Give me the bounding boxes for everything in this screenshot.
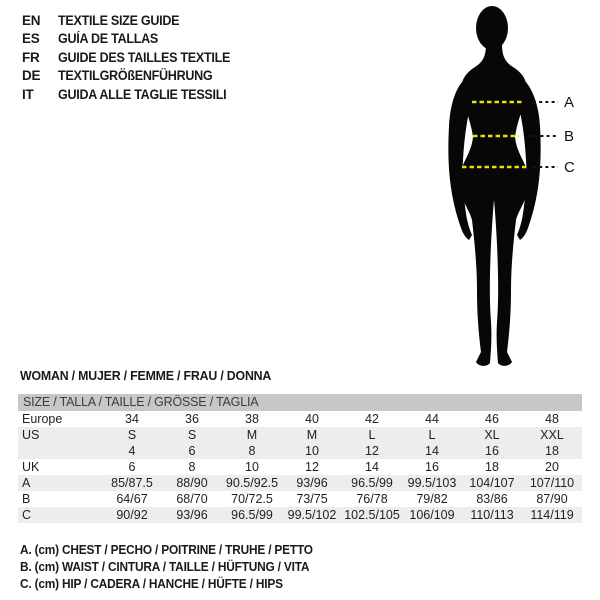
table-cell: 99.5/103 [407, 476, 457, 490]
table-cell: 34 [125, 412, 139, 426]
silhouette-head [476, 6, 508, 50]
table-cell: 8 [188, 460, 196, 474]
table-cell: 36 [185, 412, 199, 426]
woman-silhouette-svg [440, 0, 600, 378]
language-code: IT [22, 86, 34, 102]
size-table-header: SIZE / TALLA / TAILLE / GRÖSSE / TAGLIA [18, 394, 582, 411]
table-cell: 14 [425, 444, 439, 458]
row-label: C [22, 508, 32, 522]
language-code: DE [22, 68, 41, 84]
table-cell: 90/92 [116, 508, 148, 522]
table-cell: 114/119 [530, 508, 574, 522]
marker-label-b: B [564, 128, 575, 145]
row-label: A [22, 476, 31, 490]
table-cell: 12 [365, 444, 379, 458]
table-cell: 93/96 [176, 508, 208, 522]
table-cell: S [187, 428, 197, 442]
table-cell: 6 [128, 460, 136, 474]
table-cell: 10 [305, 444, 319, 458]
language-label: TEXTILGRÖßENFÜHRUNG [58, 68, 213, 84]
table-cell: 99.5/102 [287, 508, 337, 522]
table-cell: 42 [365, 412, 379, 426]
table-cell: 96.5/99 [351, 476, 393, 490]
language-code: ES [22, 31, 40, 47]
section-title: WOMAN / MUJER / FEMME / FRAU / DONNA [20, 368, 272, 383]
table-cell: 79/82 [416, 492, 448, 506]
language-row-en [22, 11, 243, 30]
language-code: FR [22, 49, 40, 65]
table-row-us-numbers [18, 443, 582, 459]
table-cell: 110/113 [470, 508, 514, 522]
table-row-us-letters [18, 427, 582, 443]
language-list [22, 11, 243, 104]
table-cell: 10 [245, 460, 259, 474]
language-code: EN [22, 12, 41, 28]
marker-label-c: C [564, 159, 575, 176]
row-label: US [22, 428, 40, 442]
row-label: UK [22, 460, 40, 474]
table-cell: 70/72.5 [231, 492, 273, 506]
language-label: TEXTILE SIZE GUIDE [58, 12, 180, 28]
language-row-de [22, 67, 243, 86]
legend-chest: A. (cm) CHEST / PECHO / POITRINE / TRUHE / PETTO [20, 543, 313, 557]
table-cell: 12 [305, 460, 319, 474]
table-cell: 90.5/92.5 [225, 476, 279, 490]
legend-waist: B. (cm) WAIST / CINTURA / TAILLE / HÜFTUNG / VITA [20, 559, 310, 574]
table-cell: S [127, 428, 137, 442]
table-row-europe [18, 411, 582, 427]
table-cell: 107/110 [529, 476, 575, 490]
table-cell: 20 [545, 460, 559, 474]
table-cell: 18 [545, 444, 559, 458]
table-cell: 88/90 [176, 476, 208, 490]
language-row-es [22, 30, 243, 49]
table-cell: 93/96 [296, 476, 328, 490]
table-cell: 48 [545, 412, 559, 426]
woman-silhouette [460, 44, 528, 366]
table-cell: 14 [365, 460, 379, 474]
table-cell: 16 [485, 444, 499, 458]
table-row-waist [18, 491, 582, 507]
table-cell: 16 [425, 460, 439, 474]
measurement-figure [440, 0, 600, 378]
table-cell: 4 [128, 444, 136, 458]
language-label: GUIDE DES TAILLES TEXTILE [58, 49, 231, 65]
table-cell: 87/90 [536, 492, 568, 506]
legend-hip: C. (cm) HIP / CADERA / HANCHE / HÜFTE / HIPS [20, 576, 283, 591]
language-row-fr [22, 48, 243, 67]
table-cell: 18 [485, 460, 499, 474]
row-label: Europe [22, 412, 63, 426]
table-cell: 44 [425, 412, 439, 426]
table-cell: 64/67 [116, 492, 148, 506]
table-cell: 40 [305, 412, 319, 426]
table-cell: M [246, 428, 258, 442]
table-row-chest [18, 475, 582, 491]
table-cell: L [368, 428, 376, 442]
table-cell: M [306, 428, 318, 442]
table-cell: 106/109 [409, 508, 455, 522]
table-cell: 83/86 [476, 492, 508, 506]
table-cell: 76/78 [356, 492, 388, 506]
table-cell: 8 [248, 444, 256, 458]
table-cell: 96.5/99 [231, 508, 273, 522]
table-cell: 68/70 [176, 492, 208, 506]
language-row-it [22, 85, 243, 104]
table-row-hip [18, 507, 582, 523]
marker-label-a: A [564, 94, 575, 111]
table-cell: 6 [188, 444, 196, 458]
table-cell: 102.5/105 [344, 508, 400, 522]
table-cell: 104/107 [469, 476, 515, 490]
table-cell: XXL [540, 428, 564, 442]
table-cell: 85/87.5 [111, 476, 153, 490]
table-row-uk [18, 459, 582, 475]
size-table [18, 394, 582, 523]
language-label: GUÍA DE TALLAS [58, 31, 159, 47]
table-cell: 46 [485, 412, 499, 426]
table-cell: 38 [245, 412, 259, 426]
measurement-legend [20, 543, 328, 593]
table-cell: 73/75 [296, 492, 328, 506]
language-label: GUIDA ALLE TAGLIE TESSILI [58, 86, 227, 102]
table-cell: XL [484, 428, 500, 442]
table-cell: L [428, 428, 436, 442]
row-label: B [22, 492, 31, 506]
